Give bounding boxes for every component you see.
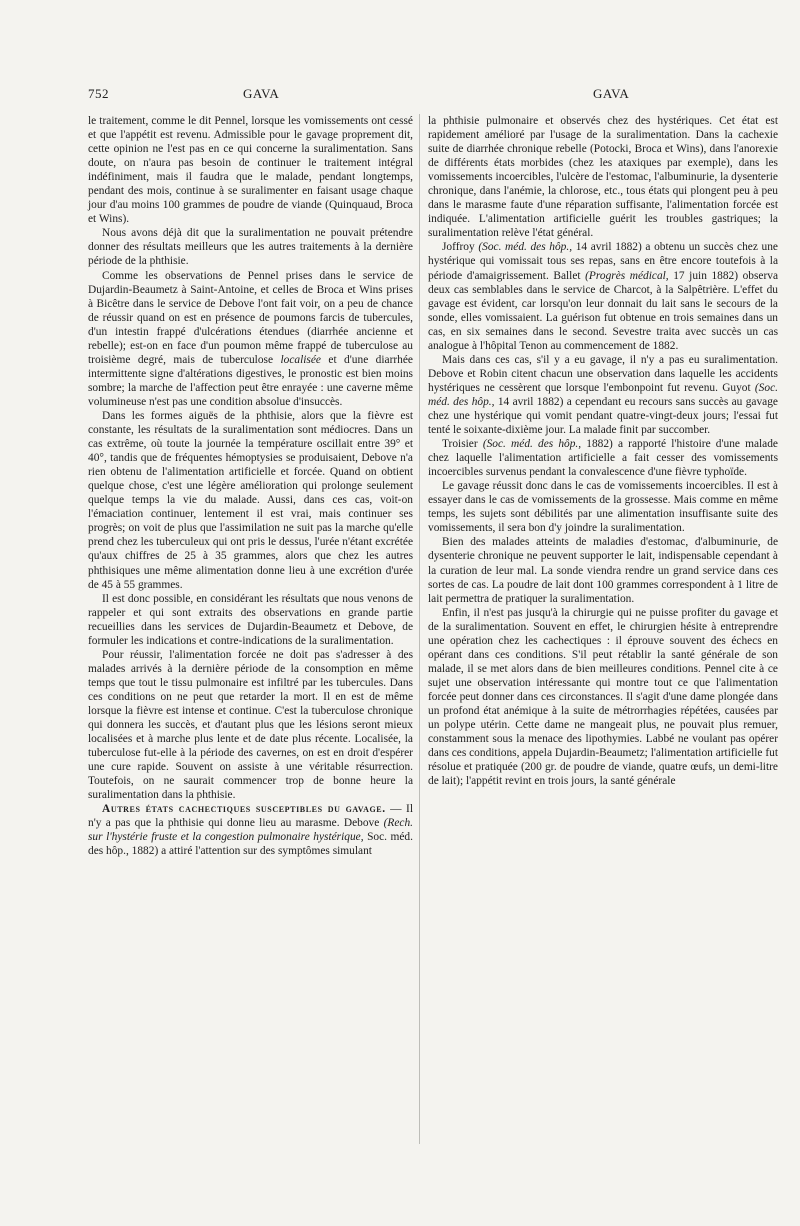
paragraph: la phthisie pulmonaire et observés chez des hystériques. Cet état est rapidement amélioré par l'usage de la suralimentation. Dans la cachexie suite de diarrhée chronique rebelle (Potocki, Broca et Wins), dans l'anorexie de différents états morbides (chez les ataxiques par exemple), dans les vomissements incoercibles, l'ulcère de l'estomac, l'albuminurie, la dysenterie chronique, dans l'anémie, la chlorose, etc., tous états qui plongent peu à peu dans le marasme faute d'une réparation suffisante, l'alimentation forcée est indiquée. L'alimentation artificielle guérit les troubles gastriques; la suralimentation relève l'état général. [428,115,778,240]
emphasis: (Progrès médical, [585,269,669,282]
emphasis: (Soc. méd. des hôp., [428,381,778,408]
paragraph [88,802,413,858]
paragraph [428,437,778,479]
text-run: Mais dans ces cas, s'il y a eu gavage, il n'y a pas eu suralimentation. Debove et Robin citent chacun une observation dans laquelle les accidents hystériques ne cessèrent que lorsque l'embonpoint fut revenu. Guyot [428,353,778,394]
paragraph: Bien des malades atteints de maladies d'estomac, d'albuminurie, de dysenterie chronique ne peuvent supporter le lait, indispensable cependant à la curation de leur mal. La sonde viendra rendre un grand service dans ces sortes de cas. La poudre de lait dont 100 grammes correspondent à 1 litre de lait permettra de pratiquer la suralimentation. [428,536,778,605]
left-column [88,114,413,858]
text-run: 14 avril 1882) a obtenu un succès chez une hystérique qui vomissait tous ses repas, sans en être encore toutefois à la période d'amaigrissement. Ballet [428,241,778,282]
text-run: 1882) a rapporté l'histoire d'une malade chez laquelle l'alimentation artificielle a fait cesser des vomissements incoercibles survenus pendant la convalescence d'une fièvre typhoïde. [428,438,778,479]
section-heading: Autres états cachectiques susceptibles du gavage. [102,803,386,816]
paragraph: Le gavage réussit donc dans le cas de vomissements incoercibles. Il est à essayer dans le cas de vomissements de la grossesse. Mais comme en même temps, les sujets sont débilités par une alimentation insuffisante suite des vomissements, il sera bon d'y joindre la suralimentation. [428,480,778,535]
text-run: — Il n'y a pas que la phthisie qui donne lieu au marasme. Debove [88,803,413,830]
text-run: Joffroy [442,241,475,254]
running-title-left: GAVA [243,86,280,101]
emphasis: localisée [280,353,321,366]
paragraph [428,240,778,352]
emphasis: (Soc. méd. des hôp., [478,241,573,254]
paragraph: le traitement, comme le dit Pennel, lorsque les vomissements ont cessé et que l'appétit est revenu. Admissible pour le gavage proprement dit, cette opinion ne l'est pas en ce qui concerne la suralimentation. Sans doute, on n'aura pas besoin de continuer le traitement intégral indéfiniment, mais il faudra que le malade, pendant longtemps, pendant des mois, continue à se suralimenter en faisant usage chaque jour d'au moins 100 grammes de poudre de viande (Quinquaud, Broca et Wins). [88,115,413,226]
page-number: 752 [88,86,109,101]
column-divider [419,114,420,1144]
text-run: Soc. méd. des hôp., 1882) a attiré l'attention sur des symptômes simulant [88,831,413,858]
running-title-right: GAVA [593,86,630,101]
text-run: et d'une diarrhée intermittente signe d'altérations digestives, le pronostic est bien moins sombre; la marche de l'affection peut être enrayée : une caverne même volumineuse n'est pas une condition absolue d'insuccès. [88,353,413,408]
emphasis: (Rech. sur l'hystérie fruste et la congestion pulmonaire hystérique, [88,817,413,844]
paragraph [428,353,778,437]
text-run: Comme les observations de Pennel prises dans le service de Dujardin-Beaumetz à Saint-Antoine, et celles de Broca et Wins prises à Bicêtre dans le service de Debove l'ont fait voir, on a peu de chance de réussir quand on est en présence de poumons farcis de tubercules, d'un intestin frappé d'ulcérations étendues (diarrhée ancienne et rebelle); est-on en face d'un poumon même frappé de tuberculose au troisième degré, mais de tuberculose [88,269,413,366]
paragraph [88,269,413,409]
right-column [428,114,778,788]
text-run: 14 avril 1882) a cependant eu recours sans succès au gavage chez une hystérique qui vomit pendant quatre-vingt-deux jours; l'essai fut tenté le soixante-dixième jour. La malade finit par succomber. [428,395,778,437]
emphasis: (Soc. méd. des hôp., [482,438,582,451]
running-header [88,86,778,106]
text-run: 17 juin 1882) observa deux cas semblables dans le service de Charcot, à la Salpêtrière. L'effet du gavage est évident, car lorsqu'on leur donnait du lait sans le secours de la sonde, elles vomissaient. La guérison fut obtenue en trois semaines dans un cas, en six semaines dans le second. Sevestre traita avec succès un cas analogue à l'hôpital Tenon au commencement de 1882. [428,269,779,352]
paragraph: Pour réussir, l'alimentation forcée ne doit pas s'adresser à des malades arrivés à la dernière période de la consomption en même temps que tout le tissu pulmonaire est infiltré par les tubercules. Dans ces conditions on ne peut que retarder la mort. Il en est de même lorsque la fièvre est intense et continue. C'est la tuberculose chronique qui donnera les succès, et d'autant plus que les lésions seront mieux localisées et à marche plus lente et de date plus récente. Localisée, la tuberculose fut-elle à la période des cavernes, on est en droit d'espérer une cure rapide. Souvent on assiste à une véritable résurrection. Toutefois, on ne saurait commencer trop de bonne heure la suralimentation dans la phthisie. [88,648,413,802]
paragraph: Il est donc possible, en considérant les résultats que nous venons de rappeler et qui sont extraits des observations en grande partie recueillies dans les services de Dujardin-Beaumetz et Debove, de formuler les indications et contre-indications de la suralimentation. [88,592,413,647]
paragraph: Enfin, il n'est pas jusqu'à la chirurgie qui ne puisse profiter du gavage et de la suralimentation. Souvent en effet, le chirurgien hésite à entreprendre une opération chez les cachectiques : il éprouve souvent des échecs en opérant dans ces conditions. S'il peut rétablir la santé générale de son malade, il se met alors dans de bien meilleures conditions. Pennel cite à ce sujet une observation intéressante qui montre tout ce que l'alimentation forcée peut donner dans ces circonstances. Il s'agit d'une dame plongée dans un profond état anémique à la suite de métrorrhagies répétées, causées par un polype utérin. Cette dame ne mangeait plus, ne pouvait plus remuer, constamment sous la menace des lipothymies. Labbé ne voulant pas opérer dans ces conditions, appela Dujardin-Beaumetz; l'alimentation artificielle fut résolue et pratiquée (200 gr. de poudre de viande, quatre œufs, un demi-litre de lait); l'appétit revint en trois jours, la santé générale [428,606,778,788]
paragraph: Nous avons déjà dit que la suralimentation ne pouvait prétendre donner des résultats meilleurs que les autres traitements à la dernière période de la phthisie. [88,227,413,268]
text-run: Troisier [442,438,478,451]
paragraph: Dans les formes aiguës de la phthisie, alors que la fièvre est constante, les résultats de la suralimentation sont médiocres. Dans un cas extrême, où toute la journée la température oscillait entre 39° et 40°, tandis que de fréquentes hémoptysies se produisaient, Debove n'a rien obtenu de l'alimentation artificielle et forcée. Quand on obtient quelque chose, c'est une légère amélioration qui prolonge seulement quelque temps la vie du malade. Aussi, dans ces cas, voit-on l'émaciation continuer, lentement il est vrai, mais continuer ses progrès; on voit de plus que l'assimilation ne suit pas la marche qu'elle prend chez les tuberculeux qui ont pris le dessus, l'urée n'étant excrétée qu'aux chiffres de 25 à 35 grammes, alors que chez les autres phthisiques une même alimentation donne lieu à une excrétion d'urée de 45 à 55 grammes. [88,409,413,591]
